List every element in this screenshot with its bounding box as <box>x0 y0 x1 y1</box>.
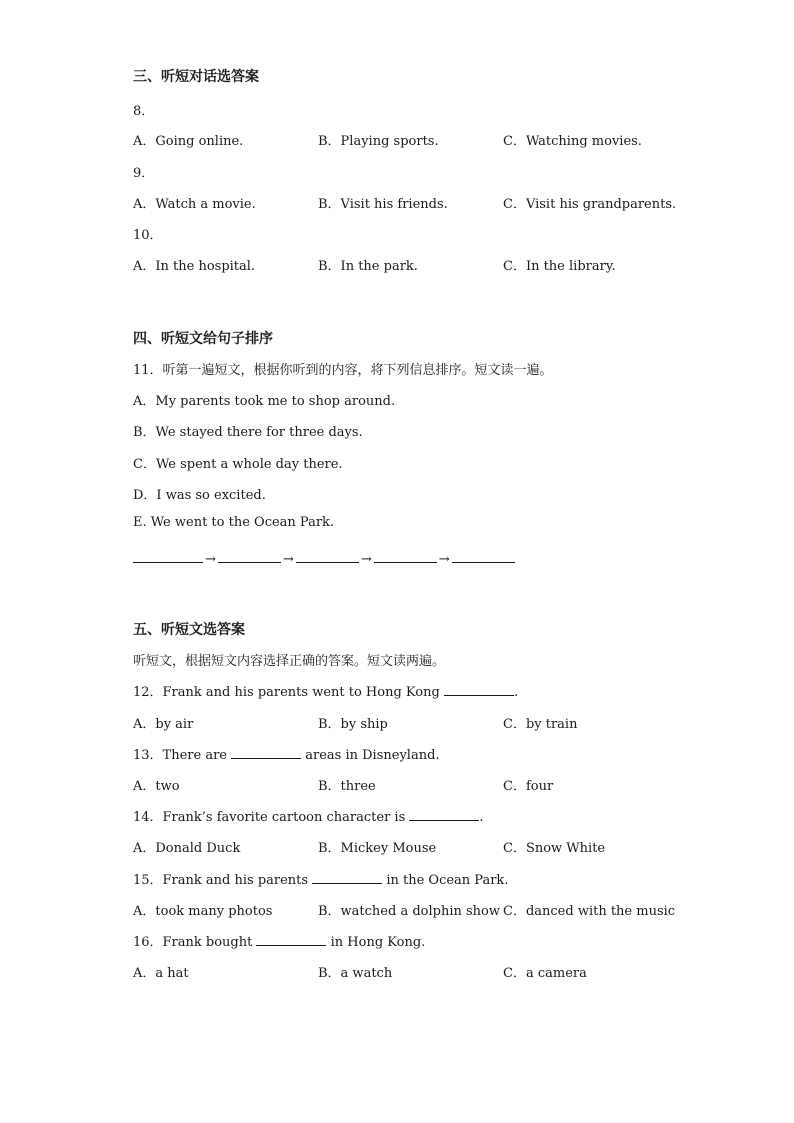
answer-blank[interactable] <box>256 932 326 946</box>
answer-blank-1[interactable] <box>133 549 203 563</box>
question-9-options <box>133 193 693 211</box>
option-a: A．Watch a movie. <box>133 197 256 212</box>
question-11-instruction: 11．听第一遍短文，根据你听到的内容，将下列信息排序。短文读一遍。 <box>133 363 553 378</box>
question-13-stem: 13．There are areas in Disneyland. <box>133 744 440 763</box>
option-b: B．watched a dolphin show <box>318 904 501 919</box>
ordering-answer-blanks <box>133 549 515 567</box>
arrow-icon: → <box>282 552 294 567</box>
option-b: B．Visit his friends. <box>318 197 448 212</box>
sentence-item-d: D．I was so excited. <box>133 488 266 503</box>
option-a: A．Going online. <box>133 134 244 149</box>
section-5-instruction: 听短文，根据短文内容选择正确的答案。短文读两遍。 <box>133 654 446 669</box>
question-10-options <box>133 255 693 273</box>
option-a: A．a hat <box>133 966 189 981</box>
option-c: C．Visit his grandparents. <box>503 197 677 212</box>
answer-blank-2[interactable] <box>218 549 281 563</box>
question-12-options <box>133 713 693 731</box>
section-3-heading: 三、听短对话选答案 <box>133 69 259 85</box>
question-12-stem: 12．Frank and his parents went to Hong Kong . <box>133 681 518 700</box>
arrow-icon: → <box>205 552 216 567</box>
answer-blank-4[interactable] <box>374 549 437 563</box>
question-15-options <box>133 900 693 918</box>
option-b: B．Playing sports. <box>318 134 439 149</box>
sentence-item-c: C．We spent a whole day there. <box>133 457 343 472</box>
option-b: B．In the park. <box>318 259 418 274</box>
answer-blank-5[interactable] <box>452 549 515 563</box>
question-13-options <box>133 775 693 793</box>
question-9-number: 9． <box>133 166 155 181</box>
answer-blank[interactable] <box>409 807 479 821</box>
question-16-options <box>133 962 693 980</box>
section-5-heading: 五、听短文选答案 <box>133 622 245 638</box>
sentence-item-a: A．My parents took me to shop around. <box>133 394 396 409</box>
option-b: B．by ship <box>318 717 388 732</box>
answer-blank-3[interactable] <box>296 549 359 563</box>
sentence-item-e: E. We went to the Ocean Park. <box>133 515 335 530</box>
option-b: B．three <box>318 779 376 794</box>
option-a: A．by air <box>133 717 194 732</box>
answer-blank[interactable] <box>231 745 301 759</box>
question-8-options <box>133 130 693 148</box>
arrow-icon: → <box>360 552 372 567</box>
question-14-stem: 14．Frank’s favorite cartoon character is . <box>133 806 484 825</box>
option-c: C．Snow White <box>503 841 606 856</box>
answer-blank[interactable] <box>312 870 382 884</box>
question-14-options <box>133 837 693 855</box>
question-8-number: 8． <box>133 104 155 119</box>
option-c: C．four <box>503 779 554 794</box>
section-4-heading: 四、听短文给句子排序 <box>133 331 273 347</box>
option-a: A．two <box>133 779 180 794</box>
option-c: C．by train <box>503 717 578 732</box>
option-c: C．In the library. <box>503 259 616 274</box>
question-16-stem: 16．Frank bought in Hong Kong. <box>133 931 425 950</box>
option-c: C．danced with the music <box>503 904 676 919</box>
option-c: C．a camera <box>503 966 587 981</box>
question-15-stem: 15．Frank and his parents in the Ocean Park. <box>133 869 508 888</box>
question-10-number: 10． <box>133 228 163 243</box>
option-a: A．took many photos <box>133 904 273 919</box>
option-a: A．Donald Duck <box>133 841 241 856</box>
option-c: C．Watching movies. <box>503 134 642 149</box>
option-a: A．In the hospital. <box>133 259 256 274</box>
answer-blank[interactable] <box>444 682 514 696</box>
option-b: B．a watch <box>318 966 393 981</box>
option-b: B．Mickey Mouse <box>318 841 437 856</box>
arrow-icon: → <box>438 552 450 567</box>
sentence-item-b: B．We stayed there for three days. <box>133 425 363 440</box>
